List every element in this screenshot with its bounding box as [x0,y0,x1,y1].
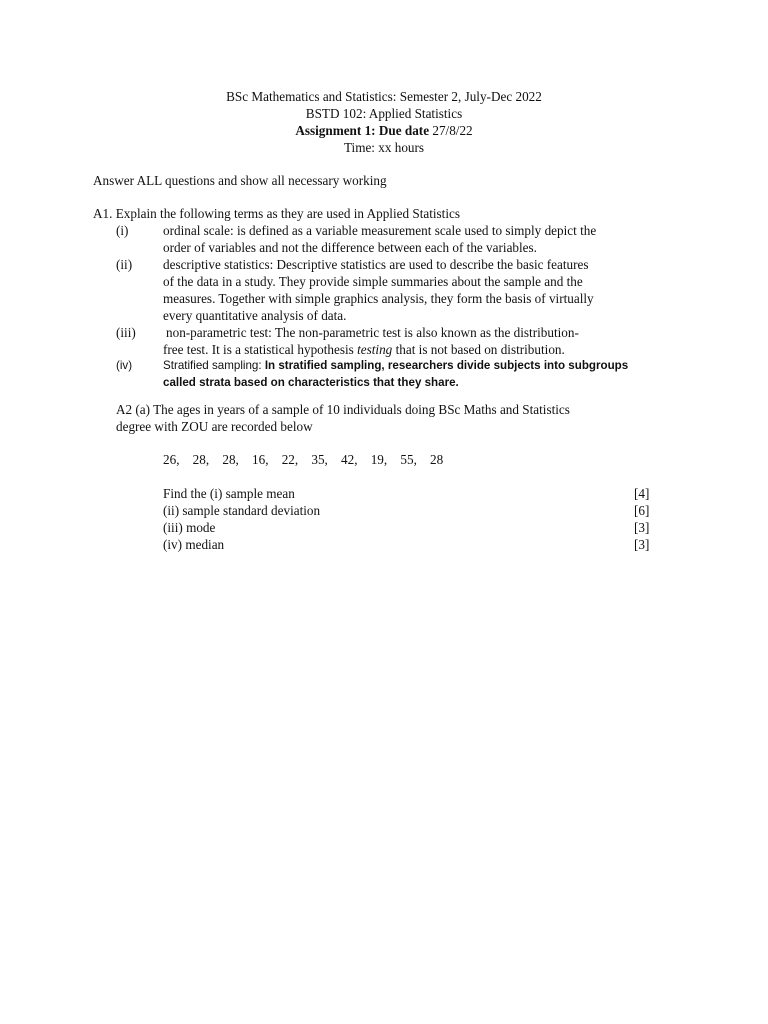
a1-item-number: (iv) [116,359,133,372]
a1-item-text [163,357,628,374]
assignment-line [0,122,768,139]
a2-question: degree with ZOU are recorded below [116,419,313,434]
a2-part-marks: [3] [634,537,650,552]
a1-item-text [163,341,565,358]
a2-part-label: (ii) sample standard deviation [163,503,321,518]
a1-item-number: (i) [116,223,129,238]
a1-item-text: order of variables and not the difference between each of the variables. [163,240,537,255]
a1-item-text: ordinal scale: is defined as a variable measurement scale used to simply depict the [163,223,597,238]
bold-text: In stratified sampling, researchers divide subjects into subgroups [264,359,629,372]
text-run: that is not based on distribution. [392,342,565,357]
assignment-label: Assignment 1: Due date [295,123,430,138]
course-title: BSTD 102: Applied Statistics [305,106,463,121]
ages-data: 26, 28, 28, 16, 22, 35, 42, 19, 55, 28 [163,452,444,467]
a2-part-label: Find the (i) sample mean [163,486,295,501]
a1-item-text: descriptive statistics: Descriptive statistics are used to describe the basic features [163,257,589,272]
time-allowed: Time: xx hours [343,140,425,155]
due-date: 27/8/22 [432,123,473,138]
a2-question: A2 (a) The ages in years of a sample of 10 individuals doing BSc Maths and Statistics [116,402,570,417]
a1-title: A1. Explain the following terms as they are used in Applied Statistics [93,206,460,221]
a1-item-text: every quantitative analysis of data. [163,308,347,323]
a2-part-label: (iv) median [163,537,225,552]
a2-part-label: (iii) mode [163,520,216,535]
text-run: Stratified sampling: [163,359,265,372]
a1-item-text: measures. Together with simple graphics analysis, they form the basis of virtually [163,291,594,306]
a1-item-text: non-parametric test: The non-parametric test is also known as the distribution- [166,325,579,340]
a1-item-text: of the data in a study. They provide simple summaries about the sample and the [163,274,583,289]
a1-item-text: called strata based on characteristics that they share. [163,376,459,389]
emphasis-text: testing [357,342,393,357]
text-run: free test. It is a statistical hypothesis [163,342,358,357]
a2-part-marks: [6] [634,503,650,518]
programme-title: BSc Mathematics and Statistics: Semester 2, July-Dec 2022 [226,89,542,104]
a1-item-number: (iii) [116,325,136,340]
document-header [0,88,768,156]
a2-part-marks: [4] [634,486,650,501]
instruction: Answer ALL questions and show all necessary working [93,173,387,188]
a2-part-marks: [3] [634,520,650,535]
a1-item-number: (ii) [116,257,133,272]
